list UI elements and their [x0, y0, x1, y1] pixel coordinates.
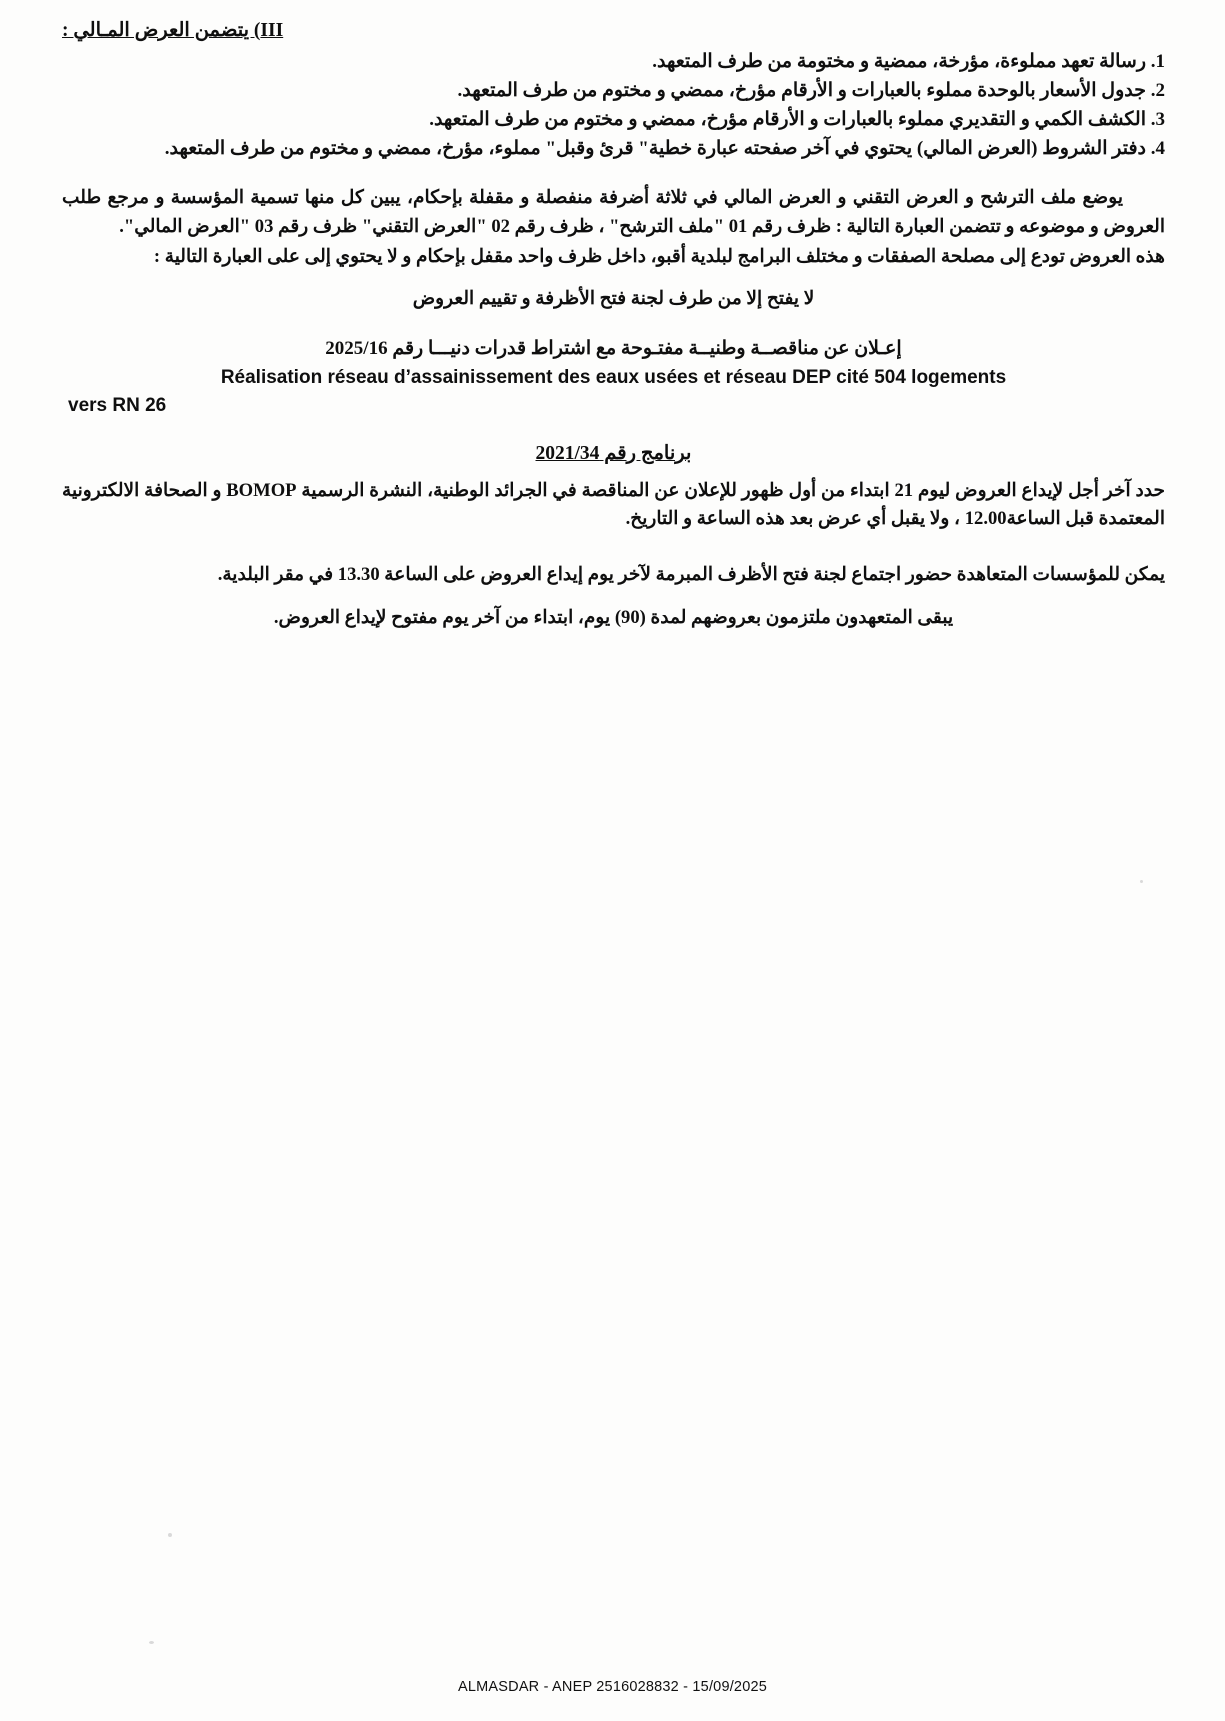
list-item: 4. دفتر الشروط (العرض المالي) يحتوي في آخر صفحته عبارة خطية" قرئ وقبل" مملوء، مؤرخ، ممضي و مختوم من طرف المتعهد.	[164, 138, 1165, 160]
list-item: 1. رسالة تعهد مملوءة، مؤرخة، ممضية و مختومة من طرف المتعهد.	[652, 51, 1165, 72]
spacer	[62, 315, 1165, 335]
section-heading: III) يتضمن العرض المـالي :	[62, 20, 284, 41]
scan-speck	[149, 1641, 154, 1644]
spacer	[62, 164, 1165, 184]
spacer	[62, 421, 1165, 441]
spacer	[62, 465, 1165, 477]
submission-paragraph: هذه العروض تودع إلى مصلحة الصفقات و مختلف البرامج لبلدية أقبو، داخل ظرف واحد مقفل بإحكام و لا يحتوي إلى على العبارة التالية :	[153, 245, 1165, 267]
list-item: 3. الكشف الكمي و التقديري مملوء بالعبارات و الأرقام مؤرخ، ممضي و مختوم من طرف المتعهد.	[429, 109, 1165, 131]
envelopes-paragraph: يوضع ملف الترشح و العرض التقني و العرض المالي في ثلاثة أضرفة منفصلة و مقفلة بإحكام، يبين كل منها تسمية المؤسسة و مرجع طلب العروض و موضوعه و تتضمن العبارة التالية : ظرف رقم 01 "ملف الترشح" ، ظرف رقم 02 "العرض التقني" ظرف رقم 03 "العرض المالي".	[62, 187, 1165, 237]
deadline-paragraph: حدد آخر أجل لإيداع العروض ليوم 21 ابتداء من أول ظهور للإعلان عن المناقصة في الجرائد الوطنية، النشرة الرسمية BOMOP و الصحافة الالكترونية المعتمدة قبل الساعة12.00 ، ولا يقبل أي عرض بعد هذه الساعة و التاريخ.	[62, 479, 1165, 530]
section-heading-wrap	[62, 18, 1165, 42]
spacer	[62, 535, 1165, 561]
meeting-paragraph: يمكن للمؤسسات المتعاهدة حضور اجتماع لجنة فتح الأظرف المبرمة لآخر يوم إيداع العروض على الساعة 13.30 في مقر البلدية.	[217, 564, 1165, 586]
validity-paragraph: يبقى المتعهدون ملتزمون بعروضهم لمدة (90) يوم، ابتداء من آخر يوم مفتوح لإيداع العروض.	[273, 606, 954, 628]
scan-speck	[1140, 880, 1143, 883]
document-body	[62, 18, 1165, 634]
scan-speck	[168, 1533, 172, 1537]
announcement-title-fr-line2: vers RN 26	[68, 395, 167, 417]
announcement-title-fr	[62, 364, 1165, 421]
announcement-title-fr-line1: Réalisation réseau d’assainissement des eaux usées et réseau DEP cité 504 logements	[220, 366, 1007, 388]
list-item: 2. جدول الأسعار بالوحدة مملوء بالعبارات و الأرقام مؤرخ، ممضي و مختوم من طرف المتعهد.	[457, 80, 1165, 102]
sealed-envelope-note: لا يفتح إلا من طرف لجنة فتح الأظرفة و تقييم العروض	[412, 288, 815, 310]
footer-anep-reference: ALMASDAR - ANEP 2516028832 - 15/09/2025	[457, 1679, 767, 1695]
announcement-title-ar: إعـلان عن مناقصــة وطنيــة مفتـوحة مع اشتراط قدرات دنيـــا رقم 2025/16	[325, 338, 902, 360]
program-number: برنامج رقم 2021/34	[535, 442, 692, 464]
spacer	[62, 592, 1165, 604]
spacer	[62, 273, 1165, 285]
requirements-list	[62, 48, 1165, 163]
